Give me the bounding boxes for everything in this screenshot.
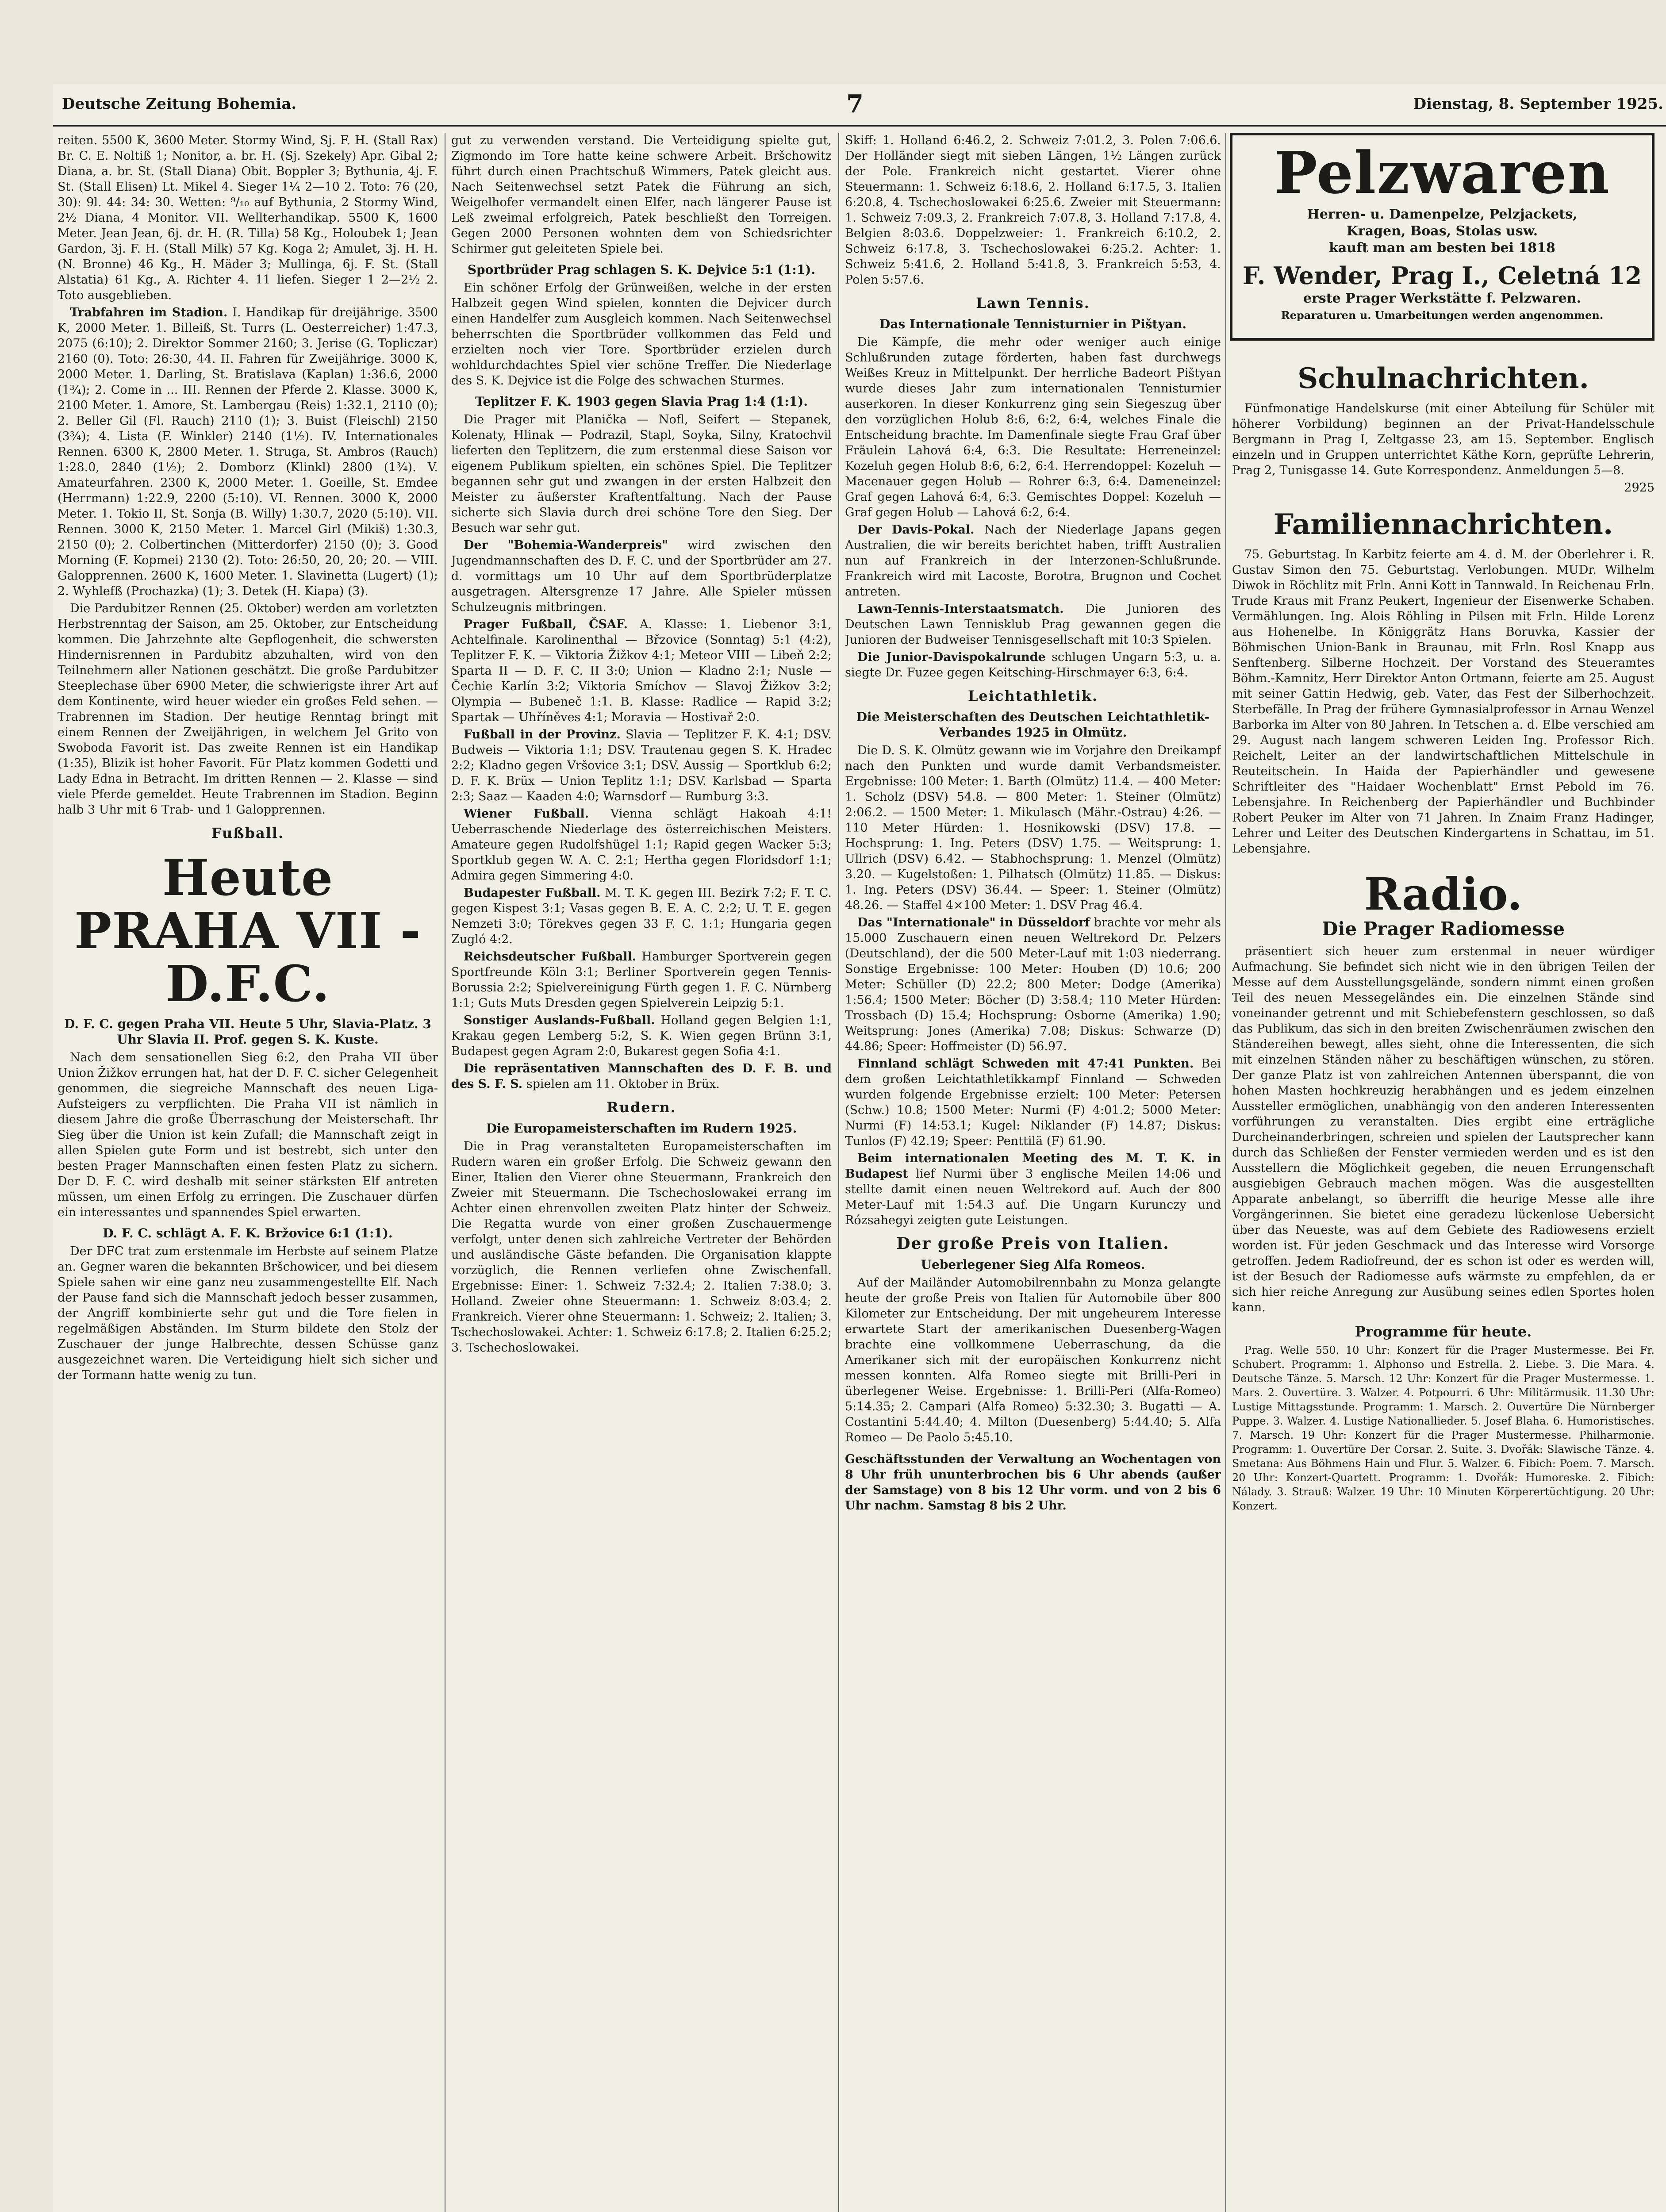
italien-subheading: Ueberlegener Sieg Alfa Romeos. bbox=[921, 1257, 1145, 1272]
programme-text: Prag. Welle 550. 10 Uhr: Konzert für die Prager Mustermesse. Bei Fr. Schubert. Programm: 1. Alphonso und Estrella. 2. Liebe. 3. Die Mara. 4. Deutsche Tänze. 5. Marsch. 12 Uhr: Konzert für die Prager Mustermesse. 1. Mars. 2. Ouvertüre. 3. Walzer. 4. Potpourri. 6 Uhr: Militärmusik. 11.30 Uhr: Lustige Mittagsstunde. Programm: 1. Marsch. 2. Ouvertüre Die Nürnberger Puppe. 3. Walzer. 4. Lustige Nationallieder. 5. Josef Blaha. 6. Humoristisches. 7. Marsch. 19 Uhr: Konzert für die Prager Mustermesse. Philharmonie. Programm: 1. Ouvertüre Der Corsar. 2. Suite. 3. Dvořák: Slawische Tänze. 4. Smetana: Aus Böhmens Hain und Flur. 5. Walzer. 6. Fibich: Poem. 7. Marsch. 20 Uhr: Konzert-Quartett. Programm: 1. Dvořák: Humoreske. 2. Fibich: Nálady. 3. Strauß: Walzer. 19 Uhr: 10 Minuten Körperertüchtigung. 20 Uhr: Konzert. bbox=[1232, 1344, 1654, 1512]
racing-news-text: Die Pardubitzer Rennen (25. Oktober) werden am vorletzten Herbstrenntag der Saison, am 25. Oktober, zur Entscheidung kommen. Die Jahrzehnte alte Gepflogenheit, die schwersten Hindernisrennen in Pardubitz abzuhalten, wird von den Teilnehmern aller Nationen geschätzt. Die große Pardubitzer Steeplechase über 6900 Meter, die schwierigste ihrer Art auf dem Kontinente, wird heuer wieder ein großes Feld sehen. — Trabrennen im Stadion. Der heutige Renntag bringt mit einem Rennen der Zweijährigen, in welchem Jel Grito von Swoboda Favorit ist. Das zweite Rennen ist ein Handikap (1:35), Blizik ist hoher Favorit. Für Platz kommen Godetti und Lady Edna in Betracht. Im dritten Rennen — 2. Klasse — sind viele Pferde gemeldet. Heute Trabrennen im Stadion. Beginn halb 3 Uhr mit 6 Trab- und 1 Galopprennen. bbox=[58, 602, 438, 817]
provinz-paragraph bbox=[451, 727, 832, 804]
repr-title: Die repräsentativen Mannschaften des D. F. B. und des S. F. S. bbox=[451, 1062, 832, 1091]
schulnachrichten-number: 2925 bbox=[1624, 481, 1654, 495]
page-header bbox=[53, 88, 1666, 119]
column-1 bbox=[58, 133, 438, 2212]
praha-article: Nach dem sensationellen Sieg 6:2, den Praha VII über Union Žižkov errungen hat, hat der D. F. C. sicher Gelegenheit genommen, die siegreiche Mannschaft des neuen Liga-Aufsteigers zu verpflichten. Die Praha VII ist nämlich in diesem Jahre die große Überraschung der Meisterschaft. Ihr Sieg über die Union ist kein Zufall; die Mannschaft zeigt in allen Spielen gute Form und ist bestrebt, sich unter den besten Prager Mannschaften einen festen Platz zu sichern. Der D. F. C. wird deshalb mit seiner stärksten Elf antreten müssen, um einen Erfolg zu erringen. Die Zuschauer dürfen ein interessantes und spannendes Spiel erwarten. bbox=[58, 1051, 438, 1219]
radio-text: präsentiert sich heuer zum erstenmal in neuer würdiger Aufmachung. Sie befindet sich nicht wie in den übrigen Teilen der Messe auf dem Ausstellungsgelände, sondern nimmt einen großen Teil des neuen Messegeländes ein. Die einzelnen Stände sind voneinander getrennt und mit Schiebefenstern geschlossen, so daß das Publikum, das sich in den breiten Zwischenräumen zwischen den Ständereihen bewegt, alles sieht, ohne die Interessenten, die sich mit einzelnen Ständen näher zu beschäftigen wünschen, zu stören. Der ganze Platz ist von zahlreichen Antennen überspannt, die von hohen Masten hochkreuzig herabhängen und es jedem einzelnen Aussteller ermöglichen, unabhängig von den anderen Interessenten vorführungen zu veranstalten. Dies ergibt eine erträgliche Durcheinanderbringen, schreien und spielen der Lautsprecher kann durch das Schließen der Fenster vermieden werden und es ist den Ausstellern die Möglichkeit gegeben, die neuen Errungenschaft ausgiebigen Gebrauch machen mögen. Was die ausgestellten Apparate anbelangt, so überrifft die heurige Messe alle ihre Vorgängerinnen. Sie bietet eine geradezu lückenlose Uebersicht über das Neueste, was auf dem Gebiete des Radiowesens erzielt worden ist. Für jeden Geschmack und das Interesse wird Vorsorge getroffen. Jedem Radiofreund, der es schon ist oder es werden will, ist der Besuch der Radiomesse aufs wärmste zu empfehlen, da er sich hier reiche Anregung zur Ausübung seines edlen Sportes holen kann. bbox=[1232, 945, 1654, 1314]
col3-continuation: Skiff: 1. Holland 6:46.2, 2. Schweiz 7:01.2, 3. Polen 7:06.6. Der Holländer siegt mit sieben Längen, 1½ Längen zurück der Pole. Frankreich nicht gestartet. Vierer ohne Steuermann: 1. Schweiz 6:18.6, 2. Holland 6:17.5, 3. Italien 6:20.8, 4. Tschechoslowakei 6:25.6. Zweier mit Steuermann: 1. Schweiz 7:09.3, 2. Frankreich 7:07.8, 3. Holland 7:17.8, 4. Belgien 8:03.6. Doppelzweier: 1. Frankreich 6:10.2, 2. Schweiz 6:17.8, 3. Tschechoslowakei 6:25.2. Achter: 1. Schweiz 5:41.6, 2. Holland 5:41.8, 3. Frankreich 5:53, 4. Polen 5:57.6. bbox=[845, 134, 1221, 287]
leichtathletik-subheading: Die Meisterschaften des Deutschen Leichtathletik-Verbandes 1925 in Olmütz. bbox=[856, 710, 1210, 740]
radio-subheading: Die Prager Radiomesse bbox=[1321, 918, 1565, 940]
davis-text: Nach der Niederlage Japans gegen Australien, die wir bereits berichtet haben, trifft Australien nun auf Frankreich in der Interzonen-Schlußrunde. Frankreich wird mit Lacoste, Borotra, Brugnon und Cochet antreten. bbox=[845, 523, 1221, 599]
prager-fussball-text: A. Klasse: 1. Liebenor 3:1, Achtelfinale. Karolinenthal — Břzovice (Sonntag) 5:1 (4:2), Teplitzer F. K. — Viktoria Žižkov 4:1; Meteor VIII — Libeň 2:2; Sparta II — D. F. C. II 3:0; Union — Kladno 2:1; Nusle — Čechie Karlín 3:2; Viktoria Smíchov — Slavoj Žižkov 3:2; Olympia — Bubeneč 1:1. B. Klasse: Radlice — Rapid 3:2; Spartak — Uhříněves 4:1; Moravia — Hostivař 2:0. bbox=[451, 618, 832, 724]
wiener-text: Vienna schlägt Hakoah 4:1! Ueberraschende Niederlage des österreichischen Meisters. Amateure gegen Rudolfshügel 1:1; Rapid gegen Wacker 5:3; Sportklub gegen W. A. C. 2:1; Hertha gegen Floridsdorf 1:1; Admira gegen Simmering 4:0. bbox=[451, 807, 832, 883]
dfc-match-title: D. F. C. schlägt A. F. K. Bržovice 6:1 (1:1). bbox=[103, 1226, 393, 1240]
budapest-text: M. T. K. gegen III. Bezirk 7:2; F. T. C. gegen Kispest 3:1; Vasas gegen B. E. A. C. 2:2; U. T. E. gegen Nemzeti 3:0; Törekves gegen 33 F. C. 1:1; Hungaria gegen Zugló 4:2. bbox=[451, 886, 832, 946]
ausland-paragraph bbox=[451, 1013, 832, 1059]
meeting-paragraph bbox=[845, 1151, 1221, 1228]
ad-line-3 bbox=[1232, 240, 1652, 257]
tennis-heading: Lawn Tennis. bbox=[976, 295, 1090, 311]
column-divider-2 bbox=[838, 133, 839, 2212]
finnland-text: Bei dem großen Leichtathletikkampf Finnland — Schweden wurden folgende Ergebnisse erzielt: 100 Meter: Petersen (Schw.) 10.8; 1500 Meter: Nurmi (F) 4:01.2; 5000 Meter: Nurmi (F) 14:53.1; Kugel: Niklander (F) 14.87; Diskus: Tunlos (F) 42.19; Speer: Penttilä (F) 61.90. bbox=[845, 1057, 1221, 1148]
col2-continuation: gut zu verwenden verstand. Die Verteidigung spielte gut, Zigmondo im Tore hatte keine schwere Arbeit. Bršchowitz führt durch einen Prachtschuß Wimmers, Patek gleicht aus. Nach Seitenwechsel setzt Patek die Führung an sich, Weigelhofer vermandelt einen Elfer, nach längerer Pause ist Leß zweimal erfolgreich, Patek beschließt den Torreigen. Gegen 2000 Personen wohnten dem von Schiedsrichter Schirmer gut geleiteten Spiele bei. bbox=[451, 134, 832, 256]
teplitz-title: Teplitzer F. K. 1903 gegen Slavia Prag 1:4 (1:1). bbox=[475, 394, 808, 409]
leichtathletik-heading: Leichtathletik. bbox=[967, 687, 1098, 704]
column-2 bbox=[451, 133, 832, 2212]
programme-heading: Programme für heute. bbox=[1355, 1323, 1532, 1340]
meeting-text: lief Nurmi über 3 englische Meilen 14:06 und stellte damit einen neuen Weltrekord auf. Auch der 800 Meter-Lauf mit 1:54.3 auf. Die Ungarn Kurunczy und Rózsahegyi zeigten gute Leistungen. bbox=[845, 1167, 1221, 1227]
interstaat-text: Die Junioren des Deutschen Lawn Tennisklub Prag gewannen gegen die Junioren der Budweiser Tennisgesellschaft mit 10:3 Spielen. bbox=[845, 602, 1221, 647]
column-3 bbox=[845, 133, 1221, 2212]
provinz-title: Fußball in der Provinz. bbox=[464, 728, 621, 741]
trabrennen-title: Trabfahren im Stadion. bbox=[70, 306, 228, 319]
wiener-title: Wiener Fußball. bbox=[464, 807, 589, 821]
finnland-paragraph bbox=[845, 1056, 1221, 1149]
header-rule bbox=[53, 125, 1666, 127]
pelzwaren-advertisement bbox=[1230, 133, 1654, 341]
ad-line-4: erste Prager Werkstätte f. Pelzwaren. bbox=[1303, 291, 1582, 306]
duesseldorf-text: brachte vor mehr als 15.000 Zuschauern einen neuen Weltrekord Dr. Pelzers (Deutschland), der die 500 Meter-Lauf mit 1:03 niederrang. Sonstige Ergebnisse: 100 Meter: Houben (D) 10.6; 200 Meter: Schüller (D) 22.2; 800 Meter: Dodge (Amerika) 1:56.4; 1500 Meter: Böcher (D) 3:58.4; 110 Meter Hürden: Trossbach (D) 15.4; Hochsprung: Osborne (Amerika) 1.90; Weitsprung: Jones (Amerika) 7.08; Diskus: Schwarze (D) 44.86; Speer: Hoffmeister (D) 56.97. bbox=[845, 916, 1221, 1053]
davis-paragraph bbox=[845, 522, 1221, 599]
sportbrueder-text: Ein schöner Erfolg der Grünweißen, welche in der ersten Halbzeit gegen Wind spielen, konnten die Dejvicer durch einen Handelfer zum Ausgleich kommen. Nach Seitenwechsel beherrschten die Sportbrüder vollkommen das Feld und erzielten noch vier Tore. Sportbrüder erzielen durch wohldurchdachtes Spiel vier schöne Treffer. Die Niederlage des S. K. Dejvice ist die Folge des schwachen Sturmes. bbox=[451, 281, 832, 388]
provinz-text: Slavia — Teplitzer F. K. 4:1; DSV. Budweis — Viktoria 1:1; DSV. Trautenau gegen S. K. Hradec 2:2; Kladno gegen Vršovice 3:1; DSV. Aussig — Sportklub 6:2; D. F. K. Brüx — Union Teplitz 1:1; DSV. Karlsbad — Sparta 2:3; Saaz — Kaaden 4:0; Warnsdorf — Rumburg 3:3. bbox=[451, 728, 832, 803]
ad-line-3-text: kauft man am besten bei bbox=[1329, 240, 1514, 256]
prager-fussball-paragraph bbox=[451, 617, 832, 725]
junior-title: Die Junior-Davispokalrunde bbox=[857, 650, 1046, 664]
trabrennen-text: I. Handikap für dreijährige. 3500 K, 2000 Meter. 1. Billeiß, St. Turrs (L. Oesterreicher) 1:47.3, 2075 (6:10); 2. Direktor Sommer 2160; 3. Jerise (G. Topliczar) 2160 (0). Toto: 26:30, 44. II. Fahren für Zweijährige. 3000 K, 2000 Meter. 1. Darling, St. Bratislava (Kaplan) 1:36.6, 2000 (1¾); 2. Come in ... III. Rennen der Pferde 2. Klasse. 3000 K, 2100 Meter. 1. Amore, St. Lambergau (Reis) 1:32.1, 2110 (0); 2. Beller Gil (Fl. Rauch) 2110 (1); 3. Buist (Fleischl) 2150 (3¾); 4. Lista (F. Winkler) 2140 (1½). IV. Internationales Rennen. 6300 K, 2800 Meter. 1. Struga, St. Ambros (Rauch) 1:28.0, 2840 (1½); 2. Domborz (Klinkl) 2800 (1¾). V. Amateurfahren. 2300 K, 2000 Meter. 1. Goeille, St. Emdee (Herrmann) 1:22.9, 2200 (5:10). VI. Rennen. 3000 K, 2000 Meter. 1. Tokio II, St. Sonja (B. Willy) 1:30.7, 2020 (5:10). VII. Rennen. 3000 K, 2150 Meter. 1. Marcel Girl (Mikiš) 1:30.3, 2150 (0); 2. Colbertinchen (Mitterdorfer) 2150 (0); 3. Good Morning (F. Kopmei) 2130 (2). Toto: 26:50, 20, 20; 20. — VIII. Galopprennen. 2600 K, 1600 Meter. 1. Slavinetta (Lugert) (1); 2. Wyhlefß (Prochazka) (1); 3. Detek (H. Kiapa) (3). bbox=[58, 306, 438, 598]
ausland-text: Holland gegen Belgien 1:1, Krakau gegen Lemberg 5:2, S. K. Wien gegen Brünn 3:1, Budapest gegen Agram 2:0, Bukarest gegen Sofia 4:1. bbox=[451, 1014, 832, 1058]
schulnachrichten-heading: Schulnachrichten. bbox=[1297, 362, 1589, 395]
ad-title: Pelzwaren bbox=[1274, 139, 1611, 207]
repr-text: spielen am 11. Oktober in Brüx. bbox=[526, 1077, 720, 1091]
wanderpreis-paragraph bbox=[451, 538, 832, 615]
budapest-paragraph bbox=[451, 885, 832, 947]
duesseldorf-title: Das "Internationale" in Düsseldorf bbox=[857, 916, 1090, 929]
meeting-title: Beim internationalen Meeting des M. T. K. in Budapest bbox=[845, 1152, 1221, 1181]
rudern-text: Die in Prag veranstalteten Europameisterschaften im Rudern waren ein großer Erfolg. Die Schweiz gewann den Einer, Italien den Vierer ohne Steuermann, Frankreich den Zweier mit Steuermann. Die Tschechoslowakei errang im Achter einen ehrenvollen zweiten Platz hinter der Schweiz. Die Regatta wurde von einer großen Zuschauermenge verfolgt, unter denen sich zahlreiche Vertreter der Behörden und ausländische Gäste befanden. Die Organisation klappte vorzüglich, die Rennen verliefen ohne Zwischenfall. Ergebnisse: Einer: 1. Schweiz 7:32.4; 2. Italien 7:38.0; 3. Holland. Zweier ohne Steuermann: 1. Schweiz 8:03.4; 2. Frankreich. Vierer ohne Steuermann: 1. Schweiz; 2. Italien; 3. Tschechoslowakei. Achter: 1. Schweiz 6:17.8; 2. Italien 6:25.2; 3. Tschechoslowakei. bbox=[451, 1140, 832, 1355]
newspaper-name: Deutsche Zeitung Bohemia. bbox=[62, 95, 297, 113]
ad-firm: F. Wender, Prag I., Celetná 12 bbox=[1242, 261, 1642, 290]
teplitz-text: Die Prager mit Planička — Nofl, Seifert — Stepanek, Kolenaty, Hlinak — Podrazil, Stapl, Soyka, Silny, Kratochvil lieferten den Teplitzern, die zum erstenmal diese Saison vor eigenem Publikum spielten, ein schönes Spiel. Die Teplitzer begannen sehr gut und zwangen in der ersten Halbzeit den Meister zu äußerster Kraftentfaltung. Nach der Pause sicherte sich Slavia durch drei schöne Tore den Sieg. Der Besuch war sehr gut. bbox=[451, 413, 832, 535]
fussball-heading: Fußball. bbox=[211, 825, 284, 841]
rudern-heading: Rudern. bbox=[607, 1099, 676, 1116]
budapest-title: Budapester Fußball. bbox=[464, 886, 601, 900]
ad-line-2: Kragen, Boas, Stolas usw. bbox=[1346, 223, 1538, 239]
junior-paragraph bbox=[845, 649, 1221, 680]
column-divider-3 bbox=[1225, 133, 1226, 2212]
praha-subheading: D. F. C. gegen Praha VII. Heute 5 Uhr, Slavia-Platz. 3 Uhr Slavia II. Prof. gegen S. K. Kuste. bbox=[64, 1017, 431, 1047]
ad-line-1: Herren- u. Damenpelze, Pelzjackets, bbox=[1307, 207, 1578, 222]
repr-paragraph bbox=[451, 1061, 832, 1092]
reich-paragraph bbox=[451, 949, 832, 1011]
page-number: 7 bbox=[846, 89, 864, 119]
italien-heading: Der große Preis von Italien. bbox=[896, 1234, 1170, 1253]
junior-text: schlugen Ungarn 5:3, u. a. siegte Dr. Fuzee gegen Keitsching-Hirschmayer 6:3, 6:4. bbox=[845, 650, 1221, 680]
ad-line-3-number: 1818 bbox=[1518, 240, 1555, 256]
newspaper-page bbox=[53, 84, 1666, 2212]
prager-fussball-title: Prager Fußball, ČSAF. bbox=[464, 618, 628, 631]
tennis-text: Die Kämpfe, die mehr oder weniger auch einige Schlußrunden zutage förderten, haben fast durchwegs Weißes Kreuz in Mittelpunkt. Der herrliche Badeort Pištyan wurde dieses Jahr zum internationalen Tennisturnier auserkoren. In dieser Konkurrenz ging sein Siegeszug über den vorzüglichen Holub 8:6, 6:2, 6:4, welches Finale die Entscheidung brachte. Im Damenfinale siegte Frau Graf über Fräulein Lahová 6:4, 6:3. Die Resultate: Herreneinzel: Kozeluh gegen Holub 8:6, 6:2, 6:4. Herrendoppel: Kozeluh — Macenauer gegen Holub — Rohrer 6:3, 6:4. Dameneinzel: Graf gegen Lahová 6:4, 6:3. Gemischtes Doppel: Kozeluh — Graf gegen Holub — Lahová 6:2, 6:4. bbox=[845, 335, 1221, 519]
davis-title: Der Davis-Pokal. bbox=[857, 523, 975, 537]
wiener-paragraph bbox=[451, 806, 832, 883]
rudern-subheading: Die Europameisterschaften im Rudern 1925. bbox=[486, 1121, 797, 1136]
race-results-text: reiten. 5500 K, 3600 Meter. Stormy Wind, Sj. F. H. (Stall Rax) Br. C. E. Noltiß 1; Nonitor, a. br. H. (Sj. Szekely) Apr. Gibal 2; Diana, a. br. St. (Stall Diana) Obit. Boppler 3; Bythunia, 4j. F. St. (Stall Elisen) Lt. Mikel 4. Sieger 1¼ 2—10 2. Toto: 76 (20, 30): 9l. 44: 34: 30. Wetten: ⁹/₁₀ auf Bythunia, 2 Stormy Wind, 2½ Diana, 4 Monitor. VII. Wellterhandikap. 5500 K, 1600 Meter. Jean Jean, 6j. dr. H. (R. Tilla) 58 Kg., Holoubek 1; Jean Gardon, 3j. F. H. (Stall Milk) 57 Kg. Koga 2; Amulet, 3j. H. H. (N. Bronne) 46 Kg., H. Mäder 3; Mullinga, 6j. F. St. (Stall Alstatia) 61 Kg., A. Richter 4. 11 liefen. Sieger 1 2—2½ 2. Toto ausgeblieben. bbox=[58, 134, 438, 302]
italien-text: Auf der Mailänder Automobilrennbahn zu Monza gelangte heute der große Preis von Italien für Automobile über 800 Kilometer zur Entscheidung. Der mit ungeheurem Interesse erwartete Start der amerikanischen Duesenberg-Wagen brachte eine vollkommene Ueberraschung, da die Amerikaner sich mit der europäischen Konkurrenz nicht messen konnten. Alfa Romeo siegte mit Brilli-Peri in überlegener Weise. Ergebnisse: 1. Brilli-Peri (Alfa-Romeo) 5:14.35; 2. Campari (Alfa Romeo) 5:32.30; 3. Bugatti — A. Costantini 5:44.40; 4. Milton (Duesenberg) 5:44.40; 5. Alfa Romeo — De Paolo 5:45.10. bbox=[845, 1276, 1221, 1444]
interstaat-paragraph bbox=[845, 601, 1221, 648]
column-4 bbox=[1232, 349, 1654, 2212]
familiennachrichten-heading: Familiennachrichten. bbox=[1273, 508, 1613, 541]
ad-line-5: Reparaturen u. Umarbeitungen werden angenommen. bbox=[1281, 309, 1604, 322]
wanderpreis-text: wird zwischen den Jugendmannschaften des D. F. C. und der Sportbrüder am 27. d. vormittags um 10 Uhr auf dem Sportbrüderplatze ausgetragen. Altersgrenze 17 Jahre. Alle Spieler müssen Schulzeugnis mitbringen. bbox=[451, 538, 832, 614]
leichtathletik-text: Die D. S. K. Olmütz gewann wie im Vorjahre den Dreikampf nach den Punkten und wurde damit Verbandsmeister. Ergebnisse: 100 Meter: 1. Barth (Olmütz) 11.4. — 400 Meter: 1. Scholz (DSV) 54.8. — 800 Meter: 1. Steiner (Olmütz) 2:06.2. — 1500 Meter: 1. Mikulasch (Mähr.-Ostrau) 4:26. — 110 Meter Hürden: 1. Hosnikowski (DSV) 17.8. — Hochsprung: 1. Ing. Peters (DSV) 1.75. — Weitsprung: 1. Ullrich (DSV) 6.42. — Stabhochsprung: 1. Menzel (Olmütz) 3.20. — Kugelstoßen: 1. Pilhatsch (Olmütz) 11.85. — Diskus: 1. Ing. Peters (DSV) 36.44. — Speer: 1. Steiner (Olmütz) 48.26. — Staffel 4×100 Meter: 1. DSV Prag 46.4. bbox=[845, 744, 1221, 912]
ausland-title: Sonstiger Auslands-Fußball. bbox=[464, 1014, 655, 1027]
issue-date: Dienstag, 8. September 1925. bbox=[1413, 95, 1663, 113]
schulnachrichten-text: Fünfmonatige Handelskurse (mit einer Abteilung für Schüler mit höherer Vorbildung) beginnen an der Privat-Handelsschule Bergmann in Prag I, Zeltgasse 23, am 15. September. Englisch einzeln und in Gruppen unterrichtet Käthe Korn, geprüfte Lehrerin, Prag 2, Tunisgasse 14. Gute Korrespondenz. Anmeldungen 5—8. bbox=[1232, 402, 1654, 477]
familiennachrichten-text: 75. Geburtstag. In Karbitz feierte am 4. d. M. der Oberlehrer i. R. Gustav Simon den 75. Geburtstag. Verlobungen. MUDr. Wilhelm Diwok in Röchlitz mit Frln. Anni Kott in Tannwald. In Reichenau Frln. Trude Kraus mit Franz Peukert, Ingenieur der Eisenwerke Schaben. Vermählungen. Ing. Alois Röhling in Pilsen mit Frln. Hilde Lorenz aus Hohenelbe. In Königgrätz Hans Boruvka, Kassier der Böhmischen Union-Bank in Braunau, mit Frln. Rosl Knapp aus Senftenberg. Silberne Hochzeit. Der Vorstand des Steueramtes Böhm.-Kamnitz, Herr Direktor Anton Ortmann, feierte am 25. August mit seiner Gattin Hedwig, geb. Vater, das Fest der Silberhochzeit. Sterbefälle. In Prag der frühere Gymnasialprofessor in Arnau Wenzel Barborka im Alter von 80 Jahren. In Tetschen a. d. Elbe verschied am 29. August nach langem schweren Leiden Ing. Professor Rich. Reichelt, Leiter an der landwirtschaftlichen Mittelschule in Reuteitschein. In Haida der Papierhändler und gewesene Schriftleiter des "Haidaer Wochenblatt" Ernst Pebold im 76. Lebensjahre. In Reichenberg der Papierhändler und Buchbinder Robert Peuker im Alter von 71 Jahren. In Znaim Franz Hadinger, Lehrer und Leiter des Deutschen Kindergartens in Schattau, im 51. Lebensjahre. bbox=[1232, 548, 1654, 856]
wanderpreis-title: Der "Bohemia-Wanderpreis" bbox=[464, 538, 668, 552]
interstaat-title: Lawn-Tennis-Interstaatsmatch. bbox=[857, 602, 1064, 616]
reich-text: Hamburger Sportverein gegen Sportfreunde Köln 3:1; Berliner Sportverein gegen Tennis-Borussia 2:2; Spielvereinigung Fürth gegen 1. F. C. Nürnberg 1:1; Guts Muts Dresden gegen Spielverein Leipzig 5:1. bbox=[451, 950, 832, 1010]
radio-heading: Radio. bbox=[1364, 868, 1523, 920]
praha-headline: Heute PRAHA VII - D.F.C. bbox=[74, 849, 422, 1013]
duesseldorf-paragraph bbox=[845, 915, 1221, 1054]
reich-title: Reichsdeutscher Fußball. bbox=[464, 950, 637, 964]
trabrennen-paragraph bbox=[58, 305, 438, 599]
finnland-title: Finnland schlägt Schweden mit 47:41 Punkten. bbox=[857, 1057, 1194, 1071]
sportbrueder-title: Sportbrüder Prag schlagen S. K. Dejvice 5:1 (1:1). bbox=[467, 262, 816, 277]
tennis-subheading: Das Internationale Tennisturnier in Pištyan. bbox=[879, 317, 1186, 331]
dfc-match-text: Der DFC trat zum erstenmale im Herbste auf seinem Platze an. Gegner waren die bekannten Bršchowicer, und bei diesem Spiele sahen wir eine ganz neu zusammengestellte Elf. Nach der Pause fand sich die Mannschaft jedoch besser zusammen, der Angriff kombinierte sehr gut und die Tore fielen in regelmäßigen Abständen. Im Sturm bildete den Stolz der Zuschauer der junge Halbrechte, dessen Schüsse ganz ausgezeichnet waren. Die Verteidigung hielt sich sicher und der Tormann hatte wenig zu tun. bbox=[58, 1244, 438, 1382]
office-hours-notice: Geschäftsstunden der Verwaltung an Wochentagen von 8 Uhr früh ununterbrochen bis 6 Uhr abends (außer der Samstage) von 8 bis 12 Uhr vorm. und von 2 bis 6 Uhr nachm. Samstag 8 bis 2 Uhr. bbox=[845, 1452, 1221, 1513]
